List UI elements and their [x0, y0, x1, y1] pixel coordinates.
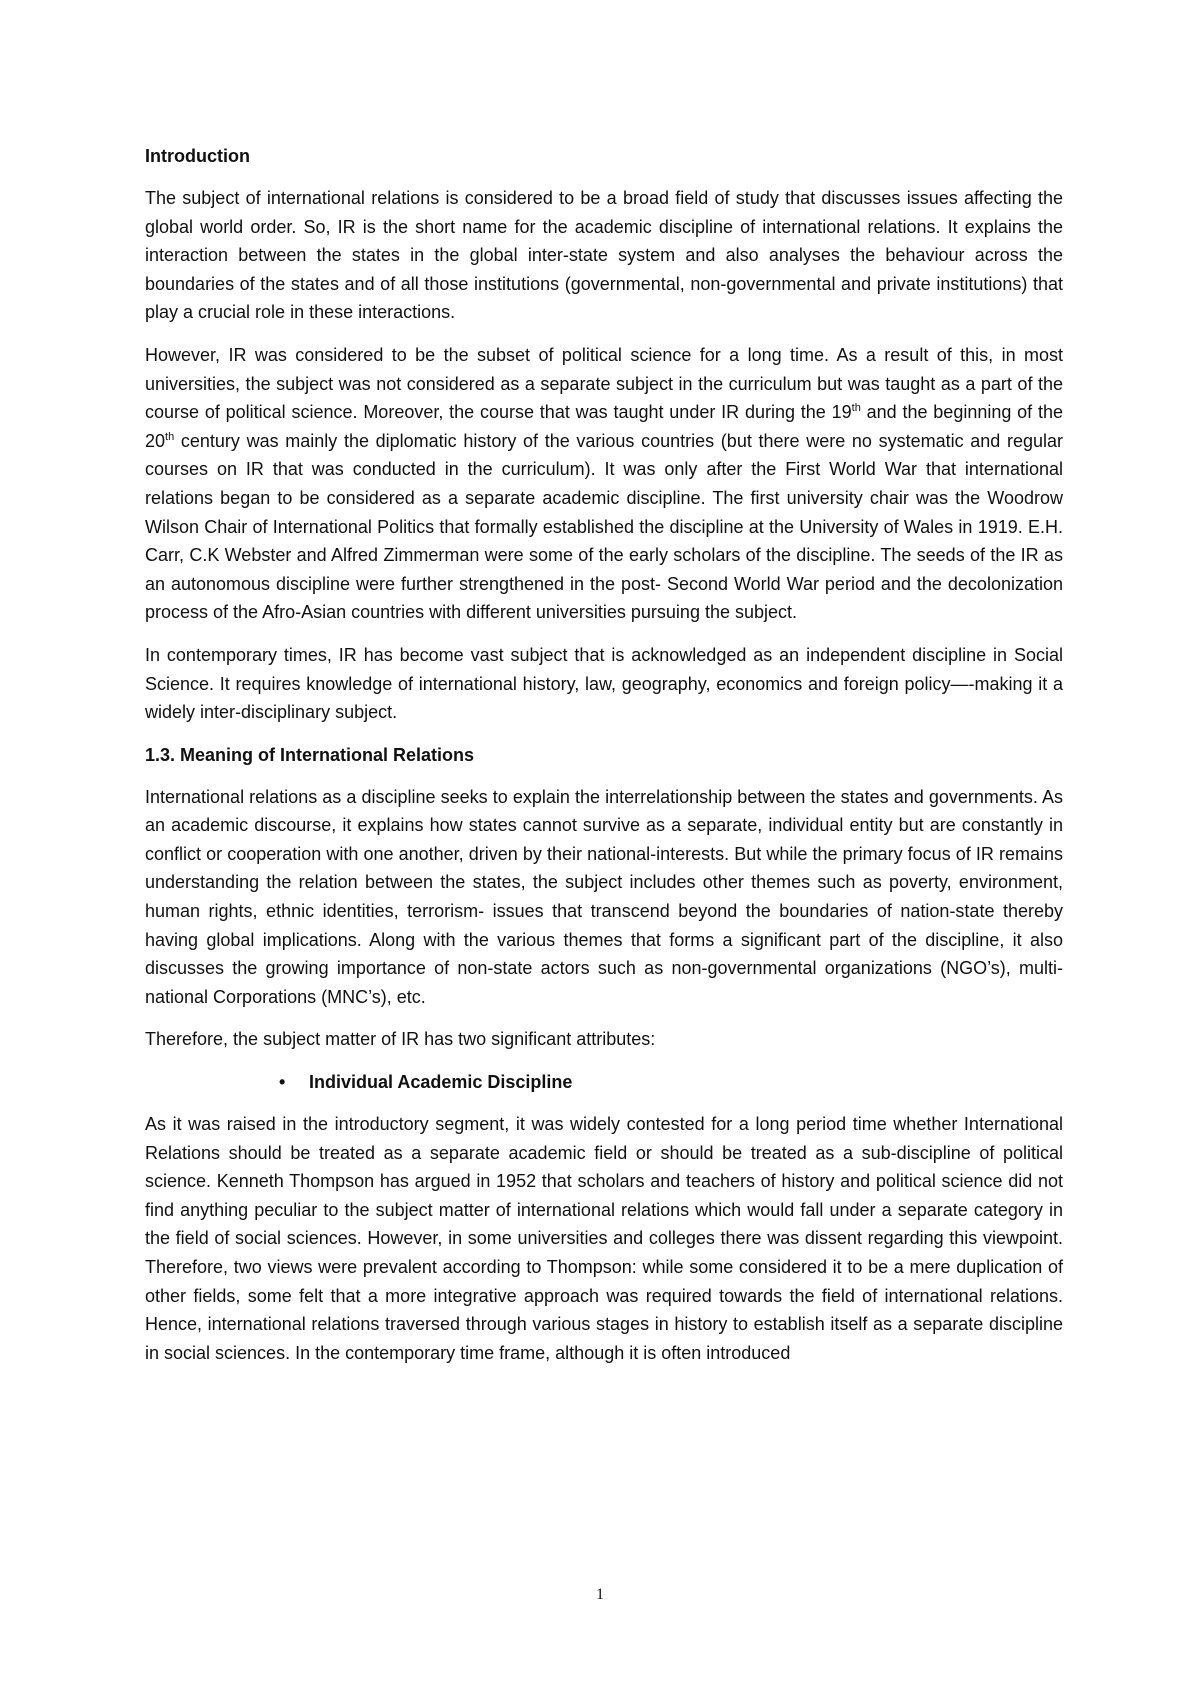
intro-paragraph-1: The subject of international relations is considered to be a broad field of study that discusses issues affecting the global world order. So, IR is the short name for the academic discipline of international relations. It explains the interaction between the states in the global inter-state system and also analyses the behaviour across the boundaries of the states and of all those institutions (governmental, non-governmental and private institutions) that play a crucial role in these interactions. [145, 188, 1063, 323]
bullet-icon: • [279, 1072, 286, 1093]
intro-paragraph-2-text-b: and the beginning of the 20 [145, 402, 1064, 451]
bullet-item-label: Individual Academic Discipline [309, 1072, 573, 1093]
section-paragraph-1: International relations as a discipline seeks to explain the interrelationship between the states and governments. As an academic discourse, it explains how states cannot survive as a separate, individual entity but are constantly in conflict or cooperation with one another, driven by their national-interests. But while the primary focus of IR remains understanding the relation between the states, the subject includes other themes such as poverty, environment, human rights, ethnic identities, terrorism- issues that transcend beyond the boundaries of nation-state thereby having global implications. Along with the various themes that forms a significant part of the discipline, it also discusses the growing importance of non-state actors such as non-governmental organizations (NGO’s), multi-national Corporations (MNC’s), etc. [145, 786, 1063, 1007]
intro-paragraph-2-text-c: century was mainly the diplomatic history of the various countries (but there were no systematic and regular courses on IR that was conducted in the curriculum). It was only after the First World War that international relations began to be considered as a separate academic discipline. The first university chair was the Woodrow Wilson Chair of International Politics that formally established the discipline at the University of Wales in 1919. E.H. Carr, C.K Webster and Alfred Zimmerman were some of the early scholars of the discipline. The seeds of the IR as an autonomous discipline were further strengthened in the post- Second World War period and the decolonization process of the Afro-Asian countries with different universities pursuing the subject. [145, 430, 1063, 623]
intro-paragraph-2-text-a: However, IR was considered to be the subset of political science for a long time. As a result of this, in most universities, the subject was not considered as a separate subject in the curriculum but was taught as a part of the course of political science. Moreover, the course that was taught under IR during the 19 [145, 344, 1063, 423]
section-heading: 1.3. Meaning of International Relations [145, 744, 475, 765]
superscript-th-2: th [165, 430, 175, 443]
bullet-item [145, 1068, 1063, 1096]
document-page [145, 142, 1063, 1381]
intro-paragraph-3: In contemporary times, IR has become vast subject that is acknowledged as an independent discipline in Social Science. It requires knowledge of international history, law, geography, economics and foreign policy—-making it a widely inter-disciplinary subject. [145, 644, 1063, 723]
introduction-heading: Introduction [145, 146, 250, 166]
page-number: 1 [596, 1586, 604, 1603]
section-paragraph-2: Therefore, the subject matter of IR has two significant attributes: [145, 1029, 656, 1050]
intro-paragraph-2 [145, 341, 1063, 627]
superscript-th-1: th [851, 402, 861, 415]
section-paragraph-3: As it was raised in the introductory segment, it was widely contested for a long period time whether International Relations should be treated as a separate academic field or should be treated as a sub-discipline of political science. Kenneth Thompson has argued in 1952 that scholars and teachers of history and political science did not find anything peculiar to the subject matter of international relations which would fall under a separate category in the field of social sciences. However, in some universities and colleges there was dissent regarding this viewpoint. Therefore, two views were prevalent according to Thompson: while some considered it to be a mere duplication of other fields, some felt that a more integrative approach was required towards the field of international relations. Hence, international relations traversed through various stages in history to establish itself as a separate discipline in social sciences. In the contemporary time frame, although it is often introduced [145, 1114, 1063, 1363]
